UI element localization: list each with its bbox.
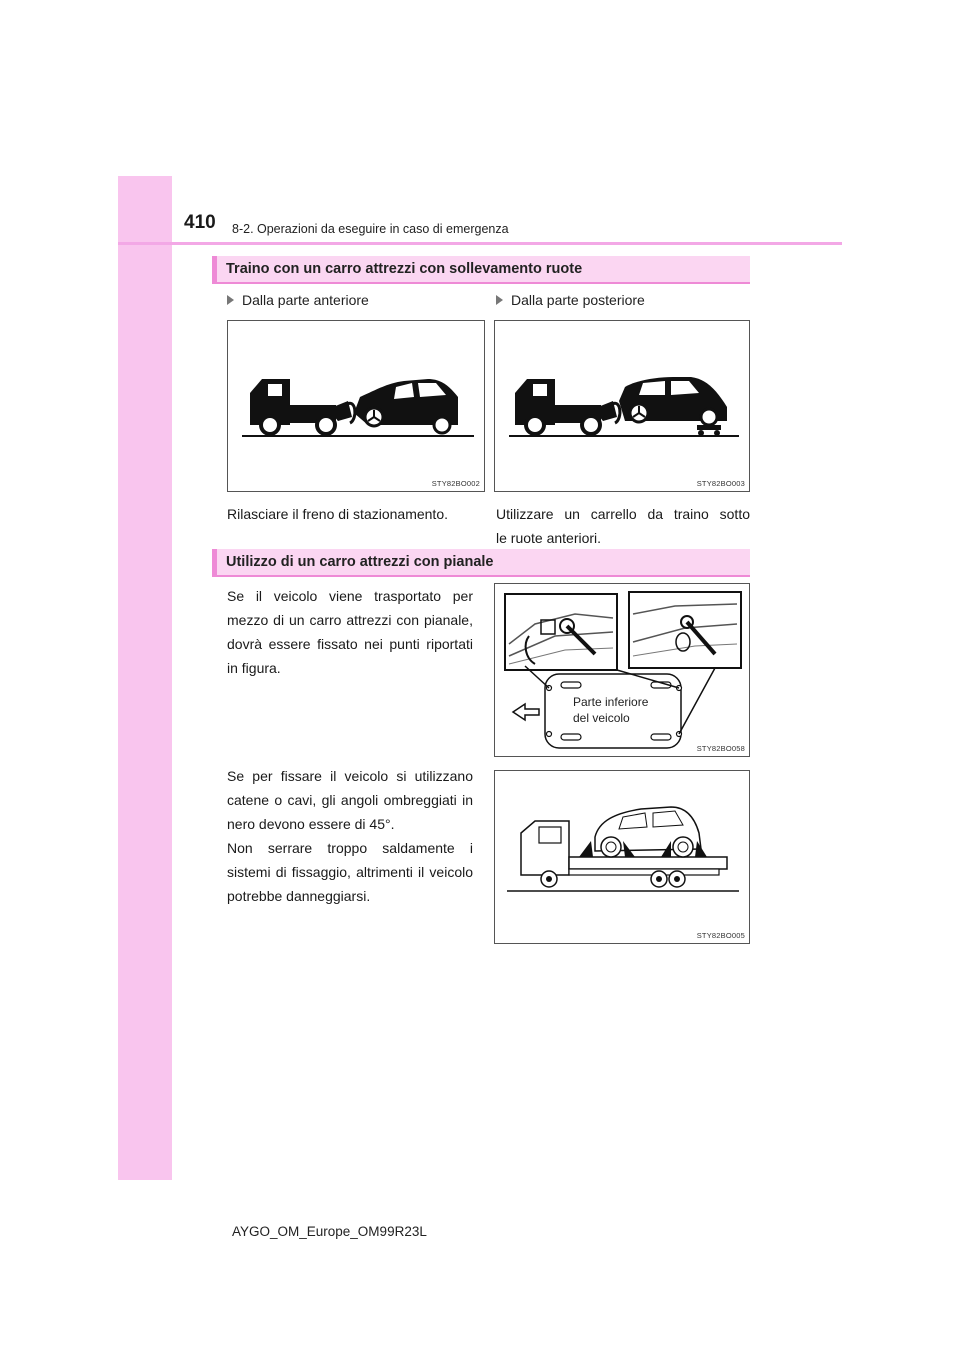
underside-label — [573, 694, 648, 726]
caption-front: Rilasciare il freno di stazionamento. — [227, 506, 448, 522]
figure-front-tow — [227, 320, 485, 492]
paragraph-angles: Se per fissare il veicolo si utilizzano catene o cavi, gli angoli ombreggiati in nero devono essere di 45°. — [227, 768, 473, 832]
subtitle-front — [227, 292, 369, 308]
caption-rear — [496, 502, 750, 550]
tow-truck-front-illustration — [228, 321, 486, 493]
figure-code: STY82BO058 — [696, 744, 745, 753]
figure-flatbed — [494, 770, 750, 944]
paragraph-flatbed: Se il veicolo viene trasportato per mezzo di un carro attrezzi con pianale, dovrà essere fissato nei punti riportati in figura. — [227, 588, 473, 676]
figure-rear-tow — [494, 320, 750, 492]
chapter-title: 8-2. Operazioni da eseguire in caso di emergenza — [232, 222, 509, 236]
underside-label-line-1: Parte inferiore — [573, 695, 649, 709]
tie-down-points-illustration — [495, 584, 751, 758]
section-heading-label: Utilizzo di un carro attrezzi con pianale — [226, 554, 494, 570]
figure-code: STY82BO003 — [696, 479, 745, 488]
subtitle-rear — [496, 292, 645, 308]
tow-truck-rear-illustration — [495, 321, 751, 493]
caption-rear-line-1: Utilizzare un carrello da traino sotto — [496, 506, 750, 522]
figure-code: STY82BO005 — [696, 931, 745, 940]
triangle-bullet-icon — [496, 295, 503, 305]
side-tab — [118, 176, 172, 1180]
figure-tie-down-points — [494, 583, 750, 757]
section-heading-flatbed — [212, 549, 750, 577]
footer-document-id: AYGO_OM_Europe_OM99R23L — [232, 1224, 427, 1239]
paragraph-tightening: Non serrare troppo saldamente i sistemi di fissaggio, altrimenti il veicolo potrebbe danneggiarsi. — [227, 840, 473, 904]
page-number: 410 — [184, 212, 216, 233]
flatbed-truck-illustration — [495, 771, 751, 945]
subtitle-rear-label: Dalla parte posteriore — [511, 292, 645, 308]
header-rule — [118, 242, 842, 245]
underside-label-line-2: del veicolo — [573, 711, 630, 725]
section-heading-wheel-lift — [212, 256, 750, 284]
triangle-bullet-icon — [227, 295, 234, 305]
section-heading-label: Traino con un carro attrezzi con sollevamento ruote — [226, 261, 583, 277]
subtitle-front-label: Dalla parte anteriore — [242, 292, 369, 308]
caption-rear-line-2: le ruote anteriori. — [496, 530, 602, 546]
figure-code: STY82BO002 — [431, 479, 480, 488]
